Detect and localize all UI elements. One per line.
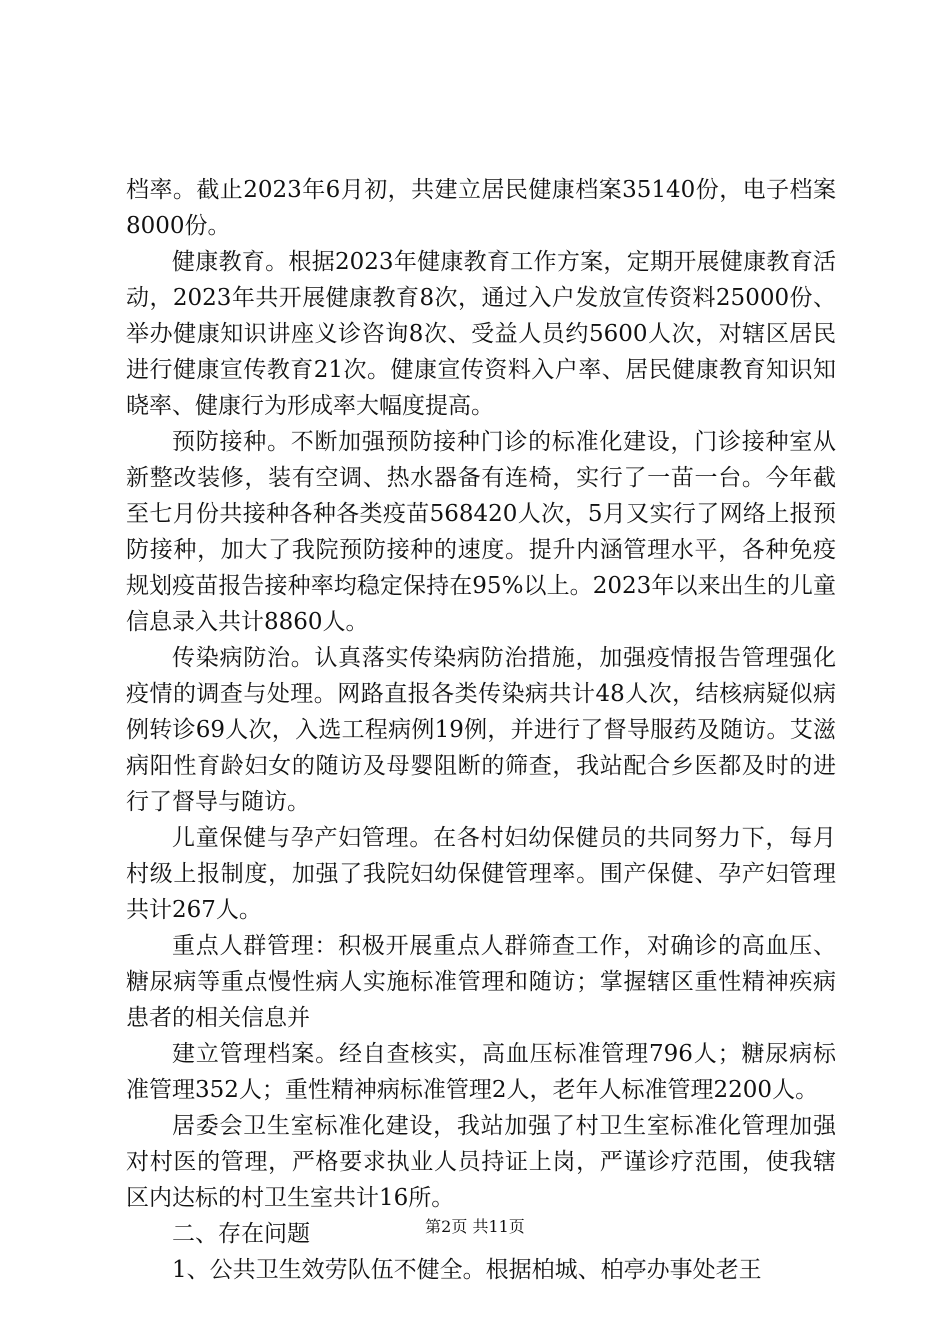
paragraph-management-records: 建立管理档案。经自查核实，高血压标准管理796人；糖尿病标准管理352人；重性精神病标准管理2人，老年人标准管理2200人。 [126, 1041, 836, 1103]
paragraph-child-maternal-care: 儿童保健与孕产妇管理。在各村妇幼保健员的共同努力下，每月村级上报制度，加强了我院妇幼保健管理率。围产保健、孕产妇管理共计267人。 [126, 825, 836, 923]
paragraph-health-education: 健康教育。根据2023年健康教育工作方案，定期开展健康教育活动，2023年共开展健康教育8次，通过入户发放宣传资料25000份、举办健康知识讲座义诊咨询8次、受益人员约5600人次，对辖区居民进行健康宣传教育21次。健康宣传资料入户率、居民健康教育知识知晓率、健康行为形成率大幅度提高。 [126, 249, 836, 419]
paragraph-clinic-standardization: 居委会卫生室标准化建设，我站加强了村卫生室标准化管理加强对村医的管理，严格要求执业人员持证上岗，严谨诊疗范围，使我辖区内达标的村卫生室共计16所。 [126, 1113, 836, 1211]
document-body [126, 172, 836, 1288]
section-heading-problems: 二、存在问题 [172, 1221, 310, 1247]
paragraph-problem-1: 1、公共卫生效劳队伍不健全。根据柏城、柏亭办事处老王 [172, 1257, 762, 1283]
page-number-footer: 第2页 共11页 [425, 1217, 525, 1236]
paragraph-vaccination: 预防接种。不断加强预防接种门诊的标准化建设，门诊接种室从新整改装修，装有空调、热水器备有连椅，实行了一苗一台。今年截至七月份共接种各种各类疫苗568420人次，5月又实行了网络上报预防接种，加大了我院预防接种的速度。提升内涵管理水平，各种免疫规划疫苗报告接种率均稳定保持在95%以上。2023年以来出生的儿童信息录入共计8860人。 [126, 429, 836, 635]
paragraph-infectious-disease: 传染病防治。认真落实传染病防治措施，加强疫情报告管理强化疫情的调查与处理。网路直报各类传染病共计48人次，结核病疑似病例转诊69人次，入选工程病例19例，并进行了督导服药及随访。艾滋病阳性育龄妇女的随访及母婴阻断的筛查，我站配合乡医都及时的进行了督导与随访。 [126, 645, 836, 815]
paragraph-archive-summary: 档率。截止2023年6月初，共建立居民健康档案35140份，电子档案8000份。 [126, 177, 836, 239]
paragraph-key-population: 重点人群管理：积极开展重点人群筛查工作，对确诊的高血压、糖尿病等重点慢性病人实施标准管理和随访；掌握辖区重性精神疾病患者的相关信息并 [126, 933, 836, 1031]
